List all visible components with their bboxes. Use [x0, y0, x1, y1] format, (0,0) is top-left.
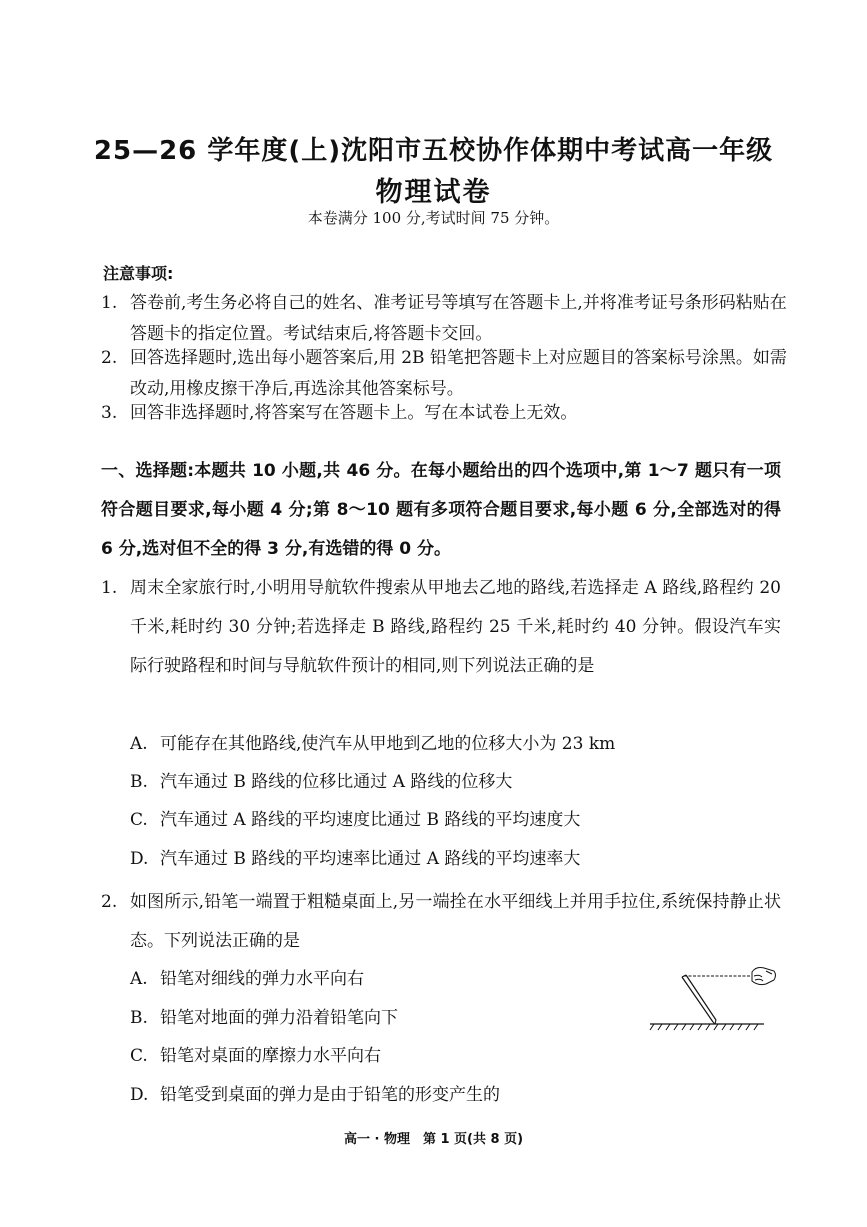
option-letter: A. — [130, 969, 148, 989]
exam-title: 25—26 学年度(上)沈阳市五校协作体期中考试高一年级 — [93, 136, 774, 166]
note-item — [101, 288, 791, 350]
note-number: 1. — [101, 293, 118, 313]
option-c — [130, 806, 580, 834]
option-text: 汽车通过 A 路线的平均速度比通过 B 路线的平均速度大 — [160, 810, 581, 830]
option-a — [130, 730, 615, 758]
option-text: 铅笔对地面的弹力沿着铅笔向下 — [160, 1008, 398, 1028]
section-heading: 一、选择题:本题共 10 小题,共 46 分。在每小题给出的四个选项中,第 1～7 题只有一项符合题目要求,每小题 4 分;第 8～10 题有多项符合题目要求,每小题 6 分,全部选对的得 6 分,选对但不全的得 3 分,有选错的得 0 分。 — [101, 461, 781, 559]
option-text: 汽车通过 B 路线的平均速率比通过 A 路线的平均速率大 — [160, 849, 581, 869]
option-a — [130, 965, 364, 993]
option-letter: D. — [130, 849, 149, 869]
question-stem: 周末全家旅行时,小明用导航软件搜索从甲地去乙地的路线,若选择走 A 路线,路程约 20 千米,耗时约 30 分钟;若选择走 B 路线,路程约 25 千米,耗时约 40 分钟。假设汽车实际行驶路程和时间与导航软件预计的相同,则下列说法正确的是 — [130, 578, 781, 676]
note-text: 回答非选择题时,将答案写在答题卡上。写在本试卷上无效。 — [130, 403, 578, 423]
option-text: 汽车通过 B 路线的位移比通过 A 路线的位移大 — [160, 772, 513, 792]
question-number: 1. — [101, 578, 118, 598]
table-surface — [650, 1024, 764, 1030]
note-number: 3. — [101, 403, 118, 423]
pencil-thread-figure — [648, 962, 778, 1034]
note-text: 回答选择题时,选出每小题答案后,用 2B 铅笔把答题卡上对应题目的答案标号涂黑。如需改动,用橡皮擦干净后,再选涂其他答案标号。 — [130, 348, 787, 399]
exam-subtitle: 本卷满分 100 分,考试时间 75 分钟。 — [307, 209, 560, 227]
option-letter: A. — [130, 734, 148, 754]
option-c — [130, 1042, 381, 1070]
option-text: 铅笔对桌面的摩擦力水平向右 — [160, 1046, 381, 1066]
note-item — [101, 398, 791, 429]
note-text: 答卷前,考生务必将自己的姓名、准考证号等填写在答题卡上,并将准考证号条形码粘贴在答题卡的指定位置。考试结束后,将答题卡交回。 — [130, 293, 787, 344]
page-footer: 高一 · 物理 第 1 页(共 8 页) — [343, 1132, 524, 1147]
question-number: 2. — [101, 892, 118, 912]
option-d — [130, 1081, 500, 1109]
note-item — [101, 343, 791, 405]
option-letter: B. — [130, 1008, 148, 1028]
option-text: 铅笔对细线的弹力水平向右 — [160, 969, 364, 989]
option-text: 铅笔受到桌面的弹力是由于铅笔的形变产生的 — [160, 1085, 500, 1105]
option-letter: C. — [130, 1046, 148, 1066]
option-letter: B. — [130, 772, 148, 792]
question-stem: 如图所示,铅笔一端置于粗糙桌面上,另一端拴在水平细线上并用手拉住,系统保持静止状态。下列说法正确的是 — [130, 892, 781, 951]
note-number: 2. — [101, 348, 118, 368]
option-b — [130, 768, 512, 796]
option-letter: C. — [130, 810, 148, 830]
option-letter: D. — [130, 1085, 149, 1105]
hand-icon — [752, 968, 776, 985]
question-1 — [101, 569, 781, 686]
question-2 — [101, 883, 781, 961]
option-d — [130, 845, 580, 873]
option-b — [130, 1004, 398, 1032]
option-text: 可能存在其他路线,使汽车从甲地到乙地的位移大小为 23 km — [160, 734, 616, 754]
notes-heading: 注意事项: — [103, 264, 174, 283]
subject-title: 物理试卷 — [375, 177, 492, 208]
pencil — [682, 975, 716, 1024]
